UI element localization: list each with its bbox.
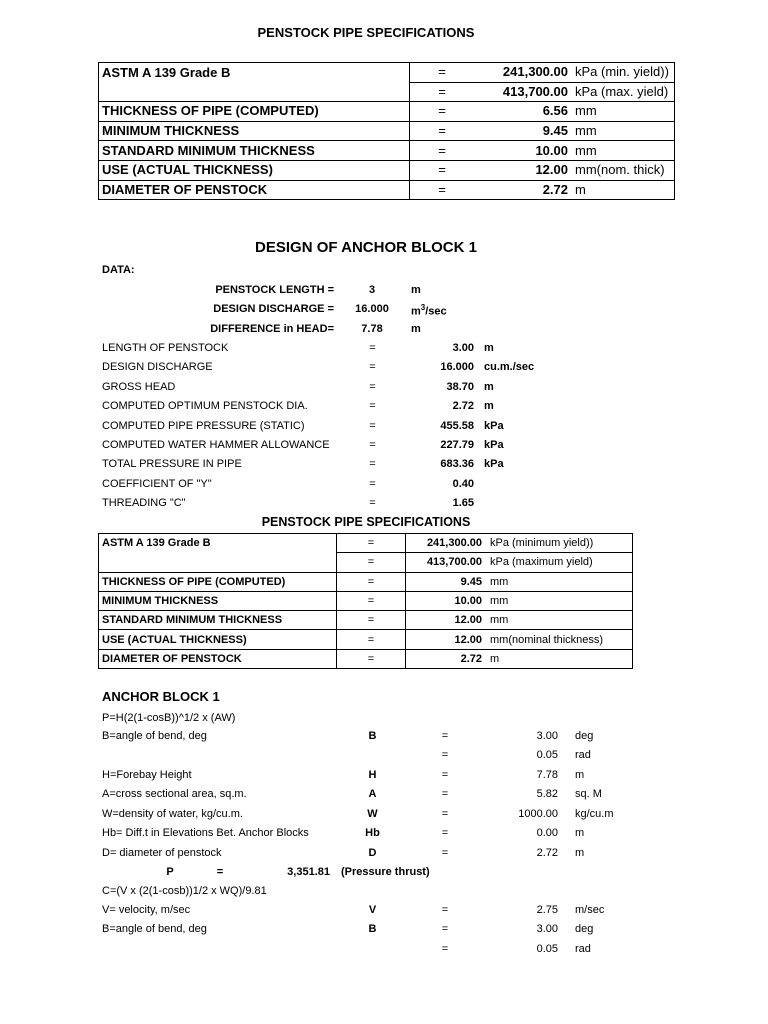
formula-c: C=(V x (2(1-cosb))1/2 x WQ)/9.81 (102, 885, 267, 897)
spec1-unit: mm(nom. thick) (570, 160, 675, 180)
anchor-unit: rad (575, 749, 591, 761)
param-value: 38.70 (446, 380, 474, 393)
anchor-equals: = (441, 847, 449, 859)
param-unit: m (484, 380, 494, 393)
param-label: LENGTH OF PENSTOCK (102, 342, 229, 354)
param-label: COMPUTED WATER HAMMER ALLOWANCE (102, 439, 330, 451)
spec2-unit: mm (484, 611, 633, 630)
spec2-label: DIAMETER OF PENSTOCK (99, 649, 337, 668)
anchor-label: W=density of water, kg/cu.m. (102, 808, 243, 820)
param-row (0, 478, 768, 497)
param-value: 455.58 (440, 419, 474, 432)
anchor-row (0, 730, 768, 749)
anchor-value: 0.05 (536, 749, 558, 761)
param-equals: = (369, 361, 376, 374)
anchor-label: B=angle of bend, deg (102, 923, 207, 936)
param-value: 0.40 (452, 477, 474, 490)
spec2-unit: kPa (maximum yield) (484, 553, 633, 572)
spec2-row (99, 591, 633, 610)
spec1-value: 12.00 (474, 160, 570, 180)
anchor-label: B=angle of bend, deg (102, 730, 207, 742)
anchor-value: 0.00 (536, 827, 558, 839)
anchor-value: 3.00 (536, 923, 558, 936)
anchor-symbol: B (368, 923, 377, 936)
data-value: 16.000 (355, 303, 389, 315)
anchor-value: 0.05 (536, 942, 558, 955)
spec2-title: PENSTOCK PIPE SPECIFICATIONS (261, 515, 471, 529)
spec1-row (99, 63, 675, 83)
param-equals: = (369, 477, 376, 490)
spec1-equals: = (410, 141, 475, 161)
param-equals: = (369, 400, 376, 413)
data-value: 3 (368, 284, 376, 296)
spec2-equals: = (337, 534, 406, 553)
param-unit: m (484, 342, 494, 354)
anchor-unit: deg (575, 730, 594, 742)
param-row (0, 381, 768, 400)
param-unit: cu.m./sec (484, 361, 535, 374)
anchor-symbol: D (368, 847, 377, 859)
anchor-unit: m (575, 769, 585, 781)
data-row (0, 284, 768, 303)
spec1-unit: mm (570, 102, 675, 122)
spec2-equals: = (337, 572, 406, 591)
spec2-label: ASTM A 139 Grade B (99, 534, 337, 553)
param-row (0, 420, 768, 439)
spec2-row (99, 534, 633, 553)
spec1-row (99, 82, 675, 102)
data-label: DIFFERENCE in HEAD= (210, 323, 334, 335)
p-result-value: 3,351.81 (287, 866, 330, 878)
spec2-unit: mm (484, 572, 633, 591)
param-label: GROSS HEAD (102, 380, 176, 393)
anchor-value: 2.72 (536, 847, 558, 859)
spec2-label: USE (ACTUAL THICKNESS) (99, 630, 337, 649)
spec1-equals: = (410, 102, 475, 122)
anchor-unit: sq. M (575, 788, 602, 800)
spec1-equals: = (410, 63, 475, 83)
spec2-row (99, 611, 633, 630)
anchor-row (0, 923, 768, 942)
param-value: 3.00 (452, 342, 474, 354)
spec1-label (99, 82, 410, 102)
spec2-row (99, 649, 633, 668)
param-row (0, 361, 768, 380)
anchor-equals: = (441, 827, 449, 839)
formula-p: P=H(2(1-cosB))^1/2 x (AW) (102, 712, 236, 724)
param-value: 683.36 (440, 458, 474, 471)
data-unit (411, 284, 421, 296)
data-value: 7.78 (361, 323, 383, 335)
spec2-unit: mm(nominal thickness) (484, 630, 633, 649)
spec1-row (99, 180, 675, 200)
anchor-label: D= diameter of penstock (102, 847, 222, 859)
spec1-value: 6.56 (474, 102, 570, 122)
spec1-value: 413,700.00 (474, 82, 570, 102)
spec1-unit: mm (570, 141, 675, 161)
anchor-unit: m (575, 827, 585, 839)
spec1-equals: = (410, 82, 475, 102)
anchor-heading: ANCHOR BLOCK 1 (102, 689, 220, 704)
spec2-unit: kPa (minimum yield)) (484, 534, 633, 553)
anchor-label: H=Forebay Height (102, 769, 192, 781)
spec1-row (99, 102, 675, 122)
data-row (0, 303, 768, 322)
p-result-row (0, 866, 768, 885)
anchor-row (0, 847, 768, 866)
spec2-value: 12.00 (406, 611, 485, 630)
data-label: DATA: (102, 264, 135, 276)
spec2-value: 9.45 (406, 572, 485, 591)
spec1-value: 2.72 (474, 180, 570, 200)
param-unit: kPa (484, 458, 504, 471)
spec1-label: MINIMUM THICKNESS (99, 121, 410, 141)
anchor-equals: = (441, 942, 449, 955)
spec1-title: PENSTOCK PIPE SPECIFICATIONS (257, 25, 475, 40)
spec1-unit: kPa (max. yield) (570, 82, 675, 102)
anchor-equals: = (441, 788, 449, 800)
anchor-value: 1000.00 (518, 808, 558, 820)
anchor-equals: = (441, 923, 449, 936)
spec2-equals: = (337, 591, 406, 610)
anchor-label: Hb= Diff.t in Elevations Bet. Anchor Blocks (102, 827, 309, 839)
spec2-equals: = (337, 630, 406, 649)
spec1-equals: = (410, 121, 475, 141)
spec1-label: DIAMETER OF PENSTOCK (99, 180, 410, 200)
spec1-row (99, 141, 675, 161)
param-row (0, 439, 768, 458)
data-unit-text: m (411, 284, 421, 296)
data-row (0, 323, 768, 342)
anchor-row (0, 749, 768, 768)
spec2-label: STANDARD MINIMUM THICKNESS (99, 611, 337, 630)
anchor-unit: rad (575, 942, 591, 955)
data-label: PENSTOCK LENGTH = (215, 284, 334, 296)
anchor-label: A=cross sectional area, sq.m. (102, 788, 247, 800)
p-result-note: (Pressure thrust) (341, 866, 430, 878)
param-equals: = (369, 497, 376, 510)
param-label: TOTAL PRESSURE IN PIPE (102, 458, 242, 471)
anchor-design-title: DESIGN OF ANCHOR BLOCK 1 (255, 239, 477, 256)
anchor-value: 2.75 (536, 904, 558, 916)
param-equals: = (369, 419, 376, 432)
spec1-value: 10.00 (474, 141, 570, 161)
anchor-symbol: A (368, 788, 377, 800)
anchor-equals: = (441, 904, 449, 916)
param-row (0, 458, 768, 477)
spec2-label (99, 553, 337, 572)
anchor-symbol: H (368, 769, 377, 781)
spec2-value: 2.72 (406, 649, 485, 668)
anchor-symbol: W (367, 808, 378, 820)
data-unit (411, 323, 421, 335)
spec2-unit: m (484, 649, 633, 668)
param-label: COMPUTED OPTIMUM PENSTOCK DIA. (102, 400, 308, 413)
anchor-unit: kg/cu.m (575, 808, 614, 820)
p-result-eq: = (216, 866, 224, 878)
param-row (0, 497, 768, 516)
spec1-row (99, 121, 675, 141)
anchor-row (0, 769, 768, 788)
spec2-row (99, 553, 633, 572)
data-unit (411, 303, 447, 318)
anchor-equals: = (441, 730, 449, 742)
spec1-label: ASTM A 139 Grade B (99, 63, 410, 83)
param-label: DESIGN DISCHARGE (102, 361, 213, 374)
spec2-row (99, 572, 633, 591)
spec1-label: USE (ACTUAL THICKNESS) (99, 160, 410, 180)
param-unit: m (484, 400, 494, 413)
anchor-row (0, 788, 768, 807)
anchor-symbol: Hb (365, 827, 380, 839)
spec2-equals: = (337, 649, 406, 668)
param-value: 16.000 (440, 361, 474, 374)
anchor-value: 5.82 (536, 788, 558, 800)
data-unit-suffix: /sec (425, 305, 447, 318)
param-equals: = (369, 380, 376, 393)
spec2-equals: = (337, 611, 406, 630)
spec2-value: 413,700.00 (406, 553, 485, 572)
spec1-label: THICKNESS OF PIPE (COMPUTED) (99, 102, 410, 122)
param-value: 1.65 (452, 497, 474, 510)
param-value: 227.79 (440, 439, 474, 451)
param-equals: = (369, 439, 376, 451)
anchor-unit: m (575, 847, 585, 859)
anchor-label: V= velocity, m/sec (102, 904, 191, 916)
spec2-value: 10.00 (406, 591, 485, 610)
anchor-row (0, 808, 768, 827)
param-row (0, 342, 768, 361)
spec2-label: THICKNESS OF PIPE (COMPUTED) (99, 572, 337, 591)
data-unit-sup: 3 (420, 303, 426, 312)
spec2-table (98, 533, 633, 669)
spec2-equals: = (337, 553, 406, 572)
param-unit: kPa (484, 439, 504, 451)
data-unit-text: m (411, 305, 421, 318)
anchor-symbol: B (368, 730, 377, 742)
param-equals: = (369, 342, 376, 354)
spec1-value: 9.45 (474, 121, 570, 141)
anchor-row (0, 943, 768, 962)
spec1-equals: = (410, 160, 475, 180)
spec1-equals: = (410, 180, 475, 200)
anchor-row (0, 904, 768, 923)
spec1-row (99, 160, 675, 180)
spec2-row (99, 630, 633, 649)
spec1-unit: mm (570, 121, 675, 141)
data-label: DESIGN DISCHARGE = (213, 303, 334, 315)
anchor-row (0, 827, 768, 846)
param-row (0, 400, 768, 419)
spec2-label: MINIMUM THICKNESS (99, 591, 337, 610)
anchor-equals: = (441, 808, 449, 820)
spec1-unit: kPa (min. yield)) (570, 63, 675, 83)
param-label: COEFFICIENT OF "Y" (102, 477, 212, 490)
spec2-unit: mm (484, 591, 633, 610)
spec1-value: 241,300.00 (474, 63, 570, 83)
spec2-value: 241,300.00 (406, 534, 485, 553)
param-equals: = (369, 458, 376, 471)
spec1-label: STANDARD MINIMUM THICKNESS (99, 141, 410, 161)
anchor-symbol: V (368, 904, 377, 916)
param-label: THREADING "C" (102, 497, 186, 510)
param-label: COMPUTED PIPE PRESSURE (STATIC) (102, 419, 305, 432)
anchor-unit: deg (575, 923, 594, 936)
anchor-value: 7.78 (536, 769, 558, 781)
anchor-value: 3.00 (536, 730, 558, 742)
spec1-table (98, 62, 675, 200)
p-result-symbol: P (166, 866, 174, 878)
anchor-equals: = (441, 769, 449, 781)
anchor-unit: m/sec (575, 904, 605, 916)
spec2-value: 12.00 (406, 630, 485, 649)
spec1-unit: m (570, 180, 675, 200)
data-unit-text: m (411, 323, 421, 335)
anchor-equals: = (441, 749, 449, 761)
param-value: 2.72 (452, 400, 474, 413)
param-unit: kPa (484, 419, 504, 432)
